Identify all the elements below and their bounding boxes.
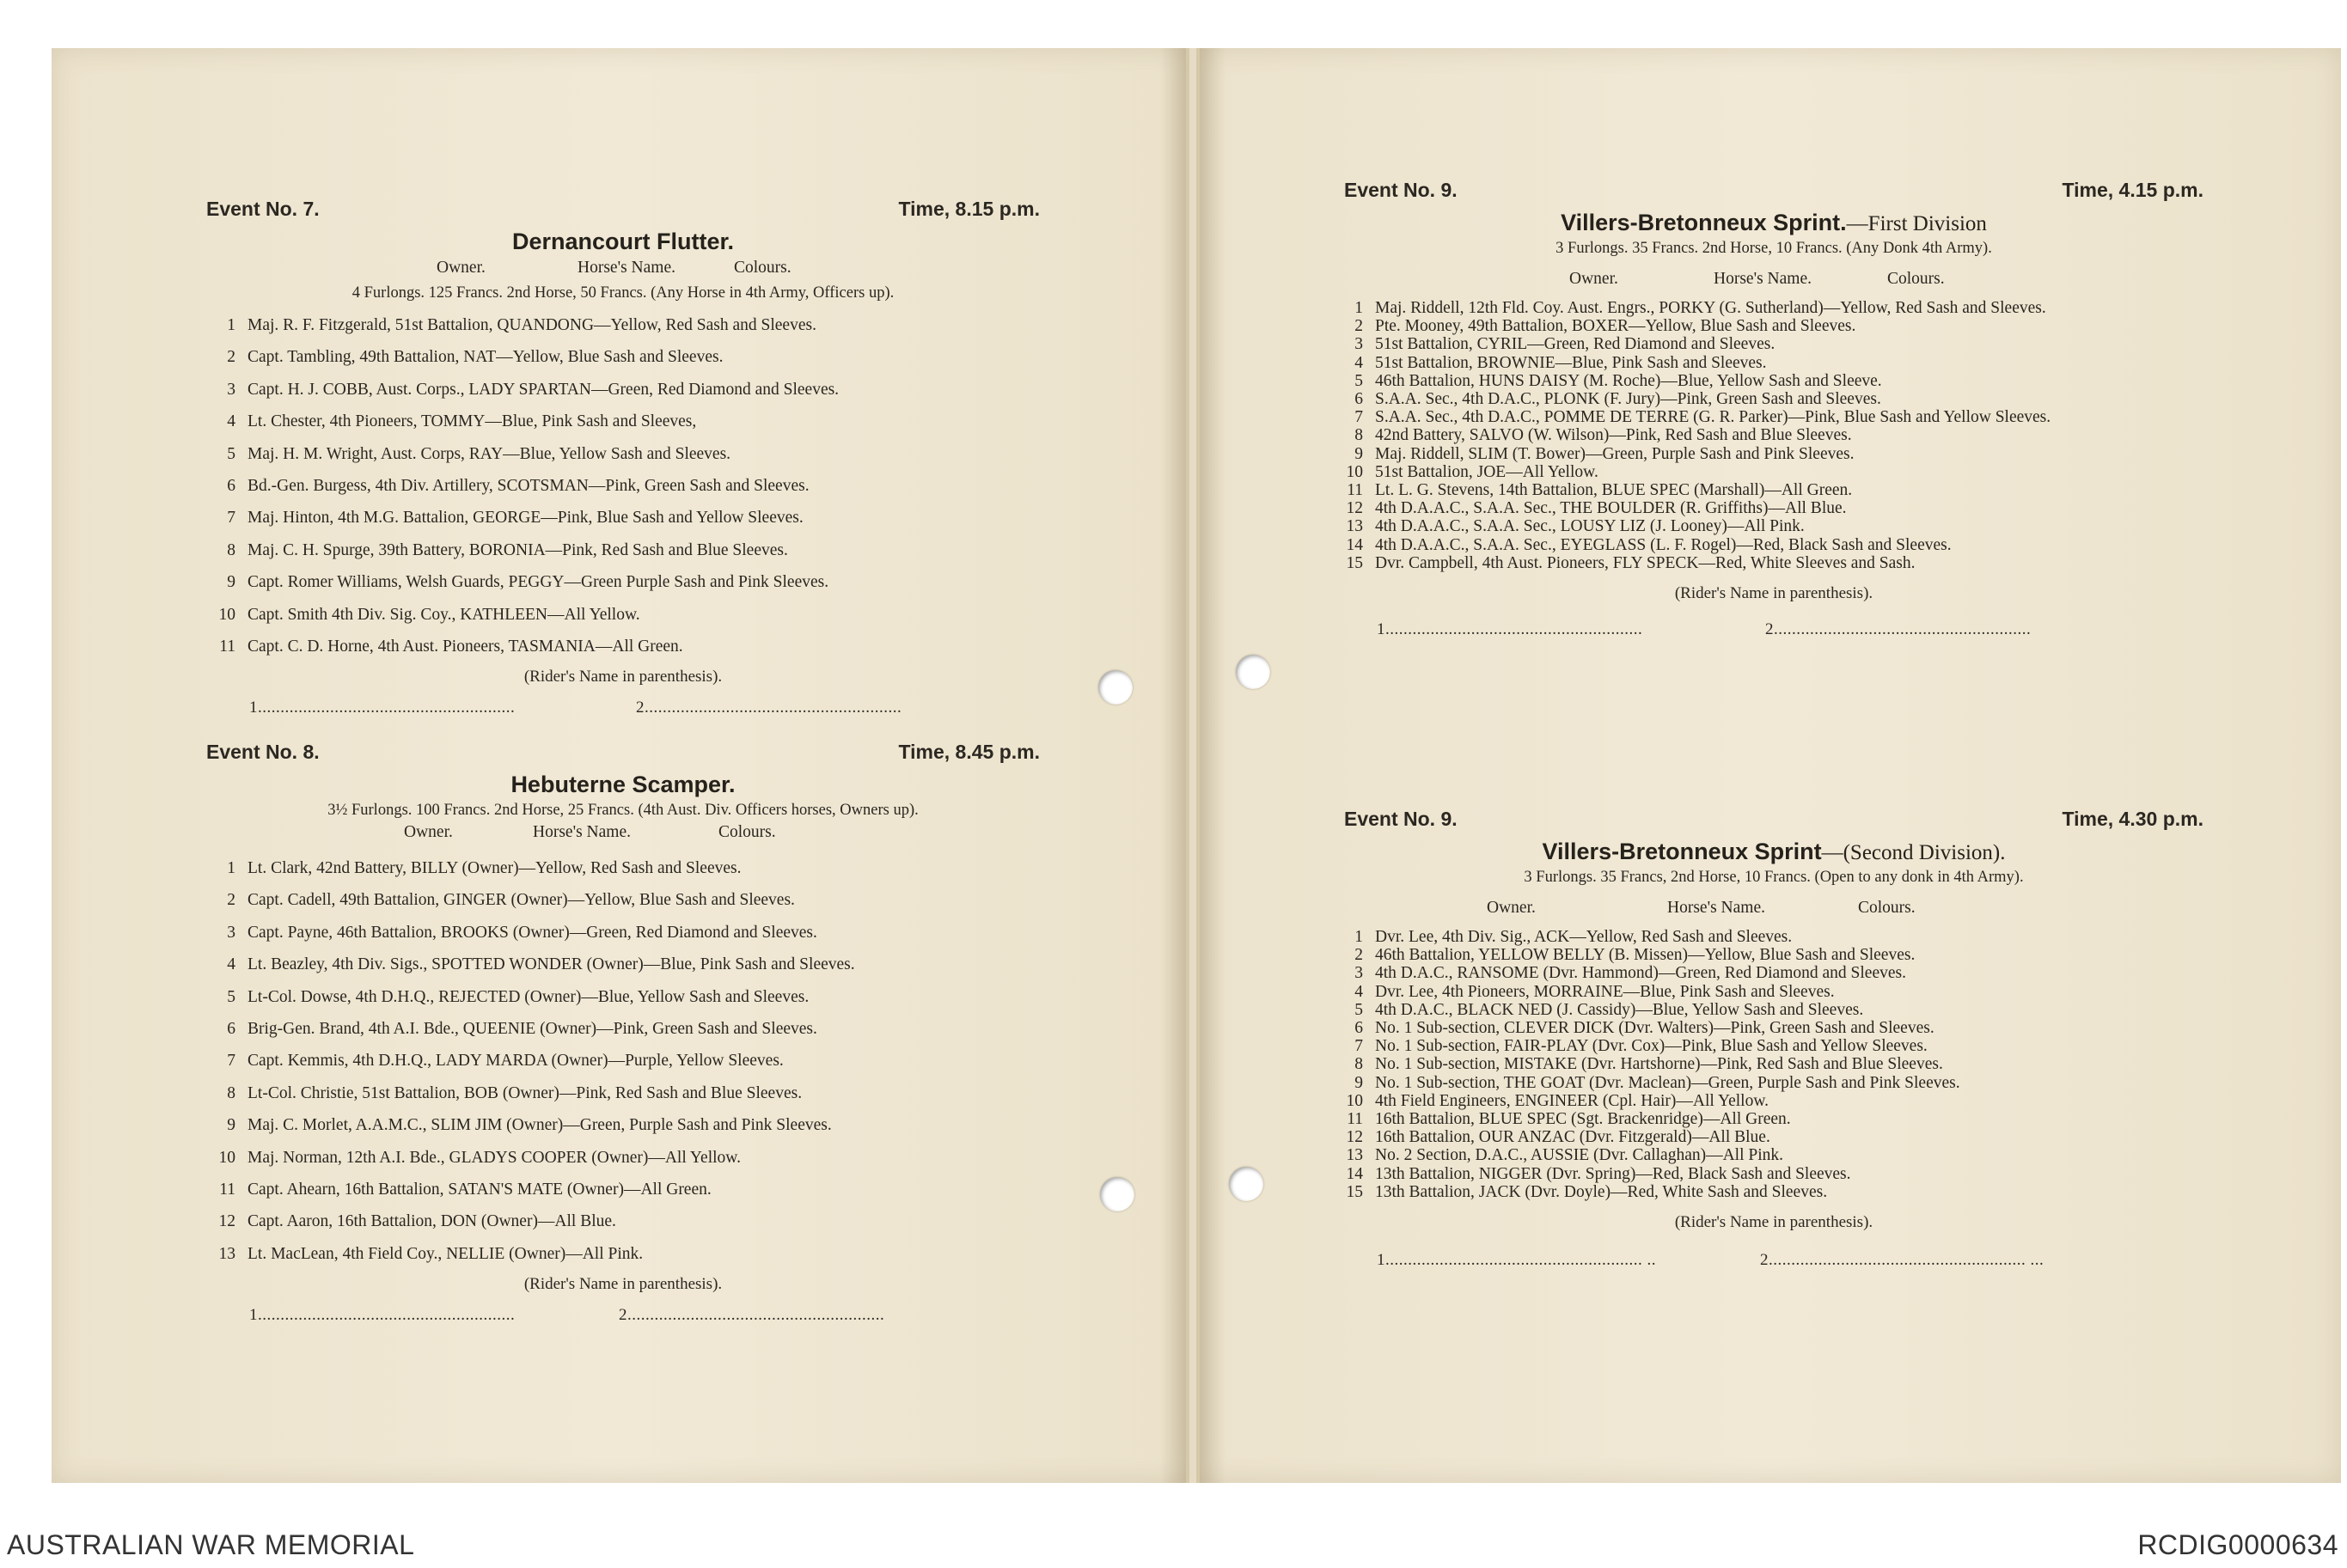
entry-number: 3 [227,380,235,399]
entry-list [206,852,1040,1270]
col-owner: Owner. [1487,899,1536,917]
entry-text: Maj. Norman, 12th A.I. Bde., GLADYS COOPER (Owner)—All Yellow. [248,1148,741,1167]
entry-row [1344,1146,2203,1164]
place-second: 2......................................................... [636,699,902,717]
entry-row [1344,1055,2203,1073]
race-title: Dernancourt Flutter. [511,229,735,254]
event-9-first-header [1344,179,2203,208]
entry-row [206,341,1040,373]
entry-number: 8 [1354,426,1363,445]
entry-row [206,1077,1040,1109]
entry-text: Capt. Aaron, 16th Battalion, DON (Owner)—All Blue. [248,1212,616,1231]
entry-text: 13th Battalion, JACK (Dvr. Doyle)—Red, White Sash and Sleeves. [1375,1182,1828,1201]
event-number: Event No. 9. [1344,179,1458,201]
entry-row [1344,964,2203,982]
entry-text: Lt. MacLean, 4th Field Coy., NELLIE (Owner)—All Pink. [248,1244,644,1263]
entry-row [1344,1183,2203,1201]
archive-caption: AUSTRALIAN WAR MEMORIAL [7,1529,415,1560]
entry-text: Capt. Payne, 46th Battalion, BROOKS (Owner)—Green, Red Diamond and Sleeves. [248,923,817,942]
entry-number: 6 [227,476,235,495]
place-first: 1......................................................... .. [1377,1251,1656,1270]
entry-text: Lt-Col. Christie, 51st Battalion, BOB (Owner)—Pink, Red Sash and Blue Sleeves. [248,1083,803,1102]
race-division: —First Division [1846,212,1987,235]
place-second: 2......................................................... [619,1306,885,1325]
entry-text: Pte. Mooney, 49th Battalion, BOXER—Yellow, Blue Sash and Sleeves. [1375,317,1856,336]
entry-number: 4 [1354,982,1363,1001]
entry-number: 6 [227,1019,235,1038]
entry-number: 2 [227,348,235,367]
entry-text: No. 2 Section, D.A.C., AUSSIE (Dvr. Callaghan)—All Pink. [1375,1146,1784,1165]
entry-number: 1 [227,859,235,877]
entry-number: 12 [1346,1128,1363,1147]
event-number: Event No. 9. [1344,808,1458,830]
spine-shadow [1200,48,1225,1483]
entry-row [1344,354,2203,372]
race-name: Villers-Bretonneux Sprint [1542,839,1822,864]
entry-row [1344,554,2203,572]
entry-number: 12 [1346,499,1363,518]
entry-text: 4th D.A.A.C., S.A.A. Sec., LOUSY LIZ (J. Looney)—All Pink. [1375,517,1805,536]
entry-number: 1 [1354,928,1363,946]
entry-row [206,502,1040,534]
entry-number: 7 [227,1052,235,1071]
column-headers [206,259,1040,281]
entry-list [1344,928,2203,1201]
document-scan [52,48,2338,1483]
entry-text: 4th D.A.C., BLACK NED (J. Cassidy)—Blue, Yellow Sash and Sleeves. [1375,1000,1864,1019]
entry-number: 11 [219,1180,235,1199]
entry-number: 10 [218,605,235,624]
place-second: 2......................................................... [1765,620,2032,639]
entry-text: Dvr. Lee, 4th Pioneers, MORRAINE—Blue, Pink Sash and Sleeves. [1375,982,1835,1001]
entry-row [1344,1019,2203,1037]
entry-text: Dvr. Lee, 4th Div. Sig., ACK—Yellow, Red Sash and Sleeves. [1375,928,1793,946]
place-second: 2......................................................... ... [1760,1251,2044,1270]
column-headers [1344,270,2203,292]
spine-shadow [1160,48,1186,1483]
race-terms: 3½ Furlongs. 100 Francs. 2nd Horse, 25 Francs. (4th Aust. Div. Officers horses, Owners up). [327,802,919,819]
entry-row [1344,426,2203,444]
entry-number: 5 [1354,1000,1363,1019]
entry-number: 9 [227,573,235,592]
left-page [52,48,1189,1483]
col-horse: Horse's Name. [578,259,675,277]
placings [1344,620,2203,646]
entry-row [206,852,1040,884]
entry-row [1344,463,2203,481]
entry-number: 9 [1354,444,1363,463]
entry-row [1344,1165,2203,1183]
entry-number: 5 [227,444,235,463]
entry-text: 16th Battalion, BLUE SPEC (Sgt. Brackenridge)—All Green. [1375,1110,1791,1129]
entry-text: Capt. Smith 4th Div. Sig. Coy., KATHLEEN—All Yellow. [248,605,640,624]
entry-text: 46th Battalion, HUNS DAISY (M. Roche)—Blue, Yellow Sash and Sleeve. [1375,371,1882,390]
entry-row [1344,408,2203,426]
entry-text: Brig-Gen. Brand, 4th A.I. Bde., QUEENIE (Owner)—Pink, Green Sash and Sleeves. [248,1019,817,1038]
column-headers [1344,899,2203,921]
entry-text: Maj. R. F. Fitzgerald, 51st Battalion, QUANDONG—Yellow, Red Sash and Sleeves. [248,316,816,334]
event-8-header [206,741,1040,770]
col-horse: Horse's Name. [1667,899,1765,917]
race-terms: 3 Furlongs. 35 Francs. 2nd Horse, 10 Francs. (Any Donk 4th Army). [1555,240,1992,257]
entry-row [206,884,1040,916]
entry-row [206,470,1040,502]
entry-text: 46th Battalion, YELLOW BELLY (B. Missen)—Yellow, Blue Sash and Sleeves. [1375,946,1916,965]
entry-row [206,309,1040,341]
rider-note: (Rider's Name in parenthesis). [1674,1213,1873,1232]
entry-text: 13th Battalion, NIGGER (Dvr. Spring)—Red, Black Sash and Sleeves. [1375,1164,1851,1183]
entry-row [206,1174,1040,1205]
entry-text: Maj. H. M. Wright, Aust. Corps, RAY—Blue, Yellow Sash and Sleeves. [248,444,731,463]
entry-text: Lt. L. G. Stevens, 14th Battalion, BLUE SPEC (Marshall)—All Green. [1375,481,1853,500]
entry-number: 4 [227,412,235,431]
entry-number: 8 [227,1083,235,1102]
entry-text: Maj. Hinton, 4th M.G. Battalion, GEORGE—Pink, Blue Sash and Yellow Sleeves. [248,509,804,528]
entry-number: 2 [1354,317,1363,336]
entry-text: Lt. Clark, 42nd Battery, BILLY (Owner)—Yellow, Red Sash and Sleeves. [248,859,742,877]
entry-number: 8 [227,540,235,559]
entry-row [206,406,1040,437]
entry-row [206,981,1040,1013]
entry-text: Capt. Romer Williams, Welsh Guards, PEGGY—Green Purple Sash and Pink Sleeves. [248,573,829,592]
event-9-second-header [1344,808,2203,837]
entry-text: No. 1 Sub-section, FAIR-PLAY (Dvr. Cox)—Pink, Blue Sash and Yellow Sleeves. [1375,1037,1928,1056]
entry-number: 11 [1347,1110,1363,1129]
right-page [1196,48,2341,1483]
entry-text: Capt. Ahearn, 16th Battalion, SATAN'S MATE (Owner)—All Green. [248,1180,712,1199]
event-time: Time, 4.30 p.m. [2062,808,2203,830]
column-headers [206,823,1040,845]
entry-number: 9 [227,1116,235,1135]
entry-text: No. 1 Sub-section, MISTAKE (Dvr. Hartshorne)—Pink, Red Sash and Blue Sleeves. [1375,1055,1943,1074]
entry-text: 51st Battalion, CYRIL—Green, Red Diamond and Sleeves. [1375,335,1776,354]
entry-list [1344,299,2203,572]
entry-number: 4 [227,955,235,974]
race-title: Hebuterne Scamper. [510,772,736,797]
entry-number: 3 [227,923,235,942]
entry-text: S.A.A. Sec., 4th D.A.C., POMME DE TERRE (G. R. Parker)—Pink, Blue Sash and Yellow Sleeves. [1375,408,2051,427]
entry-text: Lt. Chester, 4th Pioneers, TOMMY—Blue, Pink Sash and Sleeves, [248,412,697,431]
punch-hole [1098,670,1133,705]
entry-row [1344,317,2203,335]
entry-number: 15 [1346,553,1363,572]
entry-text: Capt. H. J. COBB, Aust. Corps., LADY SPARTAN—Green, Red Diamond and Sleeves. [248,380,840,399]
entry-text: 42nd Battery, SALVO (W. Wilson)—Pink, Red Sash and Blue Sleeves. [1375,426,1852,445]
event-9-first-block [1344,179,2203,646]
entry-text: 51st Battalion, JOE—All Yellow. [1375,462,1598,481]
entry-text: Lt-Col. Dowse, 4th D.H.Q., REJECTED (Owner)—Blue, Yellow Sash and Sleeves. [248,987,810,1006]
entry-text: Maj. C. H. Spurge, 39th Battery, BORONIA—Pink, Red Sash and Blue Sleeves. [248,540,788,559]
placings [1344,1251,2203,1277]
entry-text: Capt. Tambling, 49th Battalion, NAT—Yellow, Blue Sash and Sleeves. [248,348,724,367]
race-terms: 4 Furlongs. 125 Francs. 2nd Horse, 50 Francs. (Any Horse in 4th Army, Officers up). [351,284,895,302]
race-terms: 3 Furlongs. 35 Francs, 2nd Horse, 10 Francs. (Open to any donk in 4th Army). [1524,869,2024,886]
entry-row [1344,499,2203,517]
entry-row [206,534,1040,566]
event-number: Event No. 8. [206,741,320,763]
rider-note: (Rider's Name in parenthesis). [1674,584,1873,603]
col-colours: Colours. [1858,899,1916,917]
entry-row [1344,1001,2203,1019]
entry-text: S.A.A. Sec., 4th D.A.C., PLONK (F. Jury)—Pink, Green Sash and Sleeves. [1375,390,1881,409]
entry-text: Maj. C. Morlet, A.A.M.C., SLIM JIM (Owner)—Green, Purple Sash and Pink Sleeves. [248,1116,832,1135]
entry-number: 6 [1354,390,1363,409]
entry-text: No. 1 Sub-section, CLEVER DICK (Dvr. Walters)—Pink, Green Sash and Sleeves. [1375,1019,1934,1038]
event-9-second-block [1344,808,2203,1277]
entry-number: 13 [1346,517,1363,536]
archive-id: RCDIG0000634 [2137,1529,2338,1560]
entry-row [1344,946,2203,964]
entry-text: 51st Battalion, BROWNIE—Blue, Pink Sash and Sleeves. [1375,353,1767,372]
entry-number: 14 [1346,1164,1363,1183]
entry-number: 1 [227,316,235,334]
entry-number: 5 [1354,371,1363,390]
event-number: Event No. 7. [206,198,320,220]
event-7-header [206,198,1040,227]
col-owner: Owner. [404,823,453,841]
entry-row [1344,390,2203,408]
entry-row [1344,983,2203,1001]
entry-number: 10 [1346,462,1363,481]
entry-number: 4 [1354,353,1363,372]
punch-hole [1229,1167,1263,1201]
race-name: Villers-Bretonneux Sprint. [1561,210,1847,235]
entry-row [1344,928,2203,946]
entry-text: 4th D.A.C., RANSOME (Dvr. Hammond)—Green, Red Diamond and Sleeves. [1375,964,1906,983]
entry-text: Maj. Riddell, SLIM (T. Bower)—Green, Purple Sash and Pink Sleeves. [1375,444,1855,463]
col-colours: Colours. [734,259,792,277]
entry-number: 12 [218,1212,235,1231]
entry-text: 4th D.A.A.C., S.A.A. Sec., THE BOULDER (R. Griffiths)—All Blue. [1375,499,1847,518]
entry-row [206,1045,1040,1077]
entry-row [206,1013,1040,1045]
col-owner: Owner. [437,259,486,277]
event-time: Time, 8.45 p.m. [898,741,1040,763]
entry-text: Capt. Kemmis, 4th D.H.Q., LADY MARDA (Owner)—Purple, Yellow Sleeves. [248,1052,784,1071]
race-division: —(Second Division). [1821,841,2006,864]
entry-row [1344,335,2203,353]
entry-row [1344,445,2203,463]
entry-text: No. 1 Sub-section, THE GOAT (Dvr. Maclean)—Green, Purple Sash and Pink Sleeves. [1375,1073,1960,1092]
entry-row [1344,481,2203,499]
entry-number: 5 [227,987,235,1006]
col-colours: Colours. [718,823,776,841]
race-title [1344,839,2203,865]
entry-number: 7 [227,509,235,528]
event-8-block [206,741,1040,1332]
entry-number: 9 [1354,1073,1363,1092]
entry-number: 7 [1354,1037,1363,1056]
race-title [1344,210,2203,236]
entry-row [1344,1128,2203,1146]
col-owner: Owner. [1569,270,1618,288]
entry-row [206,631,1040,662]
entry-text: Dvr. Campbell, 4th Aust. Pioneers, FLY SPECK—Red, White Sleeves and Sash. [1375,553,1916,572]
event-time: Time, 4.15 p.m. [2062,179,2203,201]
entry-number: 13 [218,1244,235,1263]
punch-hole [1100,1177,1134,1211]
entry-number: 11 [219,637,235,656]
entry-number: 11 [1347,481,1363,500]
entry-row [206,1238,1040,1270]
col-horse: Horse's Name. [1714,270,1812,288]
place-first: 1......................................................... [249,1306,516,1325]
entry-row [1344,1074,2203,1092]
entry-row [1344,517,2203,535]
entry-number: 8 [1354,1055,1363,1074]
entry-number: 15 [1346,1182,1363,1201]
entry-row [206,566,1040,598]
entry-number: 2 [227,891,235,910]
entry-row [1344,1092,2203,1110]
entry-row [1344,1037,2203,1055]
rider-note: (Rider's Name in parenthesis). [523,1275,723,1294]
placings [206,1306,1040,1332]
rider-note: (Rider's Name in parenthesis). [523,668,723,686]
entry-row [1344,1110,2203,1128]
entry-text: 16th Battalion, OUR ANZAC (Dvr. Fitzgerald)—All Blue. [1375,1128,1770,1147]
entry-number: 1 [1354,299,1363,317]
place-first: 1......................................................... [249,699,516,717]
entry-list [206,309,1040,662]
entry-number: 3 [1354,964,1363,983]
entry-row [206,1142,1040,1174]
event-7-block [206,198,1040,724]
entry-text: Lt. Beazley, 4th Div. Sigs., SPOTTED WONDER (Owner)—Blue, Pink Sash and Sleeves. [248,955,855,974]
entry-text: 4th Field Engineers, ENGINEER (Cpl. Hair)—All Yellow. [1375,1091,1769,1110]
entry-number: 2 [1354,946,1363,965]
entry-row [1344,372,2203,390]
event-time: Time, 8.15 p.m. [898,198,1040,220]
entry-row [206,438,1040,470]
col-horse: Horse's Name. [533,823,631,841]
entry-text: Capt. Cadell, 49th Battalion, GINGER (Owner)—Yellow, Blue Sash and Sleeves. [248,891,795,910]
col-colours: Colours. [1887,270,1945,288]
entry-row [206,374,1040,406]
entry-text: Bd.-Gen. Burgess, 4th Div. Artillery, SCOTSMAN—Pink, Green Sash and Sleeves. [248,476,810,495]
entry-number: 10 [1346,1091,1363,1110]
entry-row [1344,299,2203,317]
entry-number: 14 [1346,535,1363,554]
place-first: 1......................................................... [1377,620,1643,639]
entry-row [1344,536,2203,554]
entry-number: 10 [218,1148,235,1167]
entry-row [206,949,1040,980]
placings [206,699,1040,724]
entry-number: 6 [1354,1019,1363,1038]
entry-row [206,599,1040,631]
entry-text: Capt. C. D. Horne, 4th Aust. Pioneers, TASMANIA—All Green. [248,637,683,656]
punch-hole [1236,655,1270,689]
entry-number: 3 [1354,335,1363,354]
entry-number: 13 [1346,1146,1363,1165]
entry-row [206,1109,1040,1141]
entry-row [206,917,1040,949]
entry-row [206,1205,1040,1237]
entry-text: 4th D.A.A.C., S.A.A. Sec., EYEGLASS (L. F. Rogel)—Red, Black Sash and Sleeves. [1375,535,1952,554]
entry-text: Maj. Riddell, 12th Fld. Coy. Aust. Engrs., PORKY (G. Sutherland)—Yellow, Red Sash and Sleeves. [1375,299,2046,317]
entry-number: 7 [1354,408,1363,427]
